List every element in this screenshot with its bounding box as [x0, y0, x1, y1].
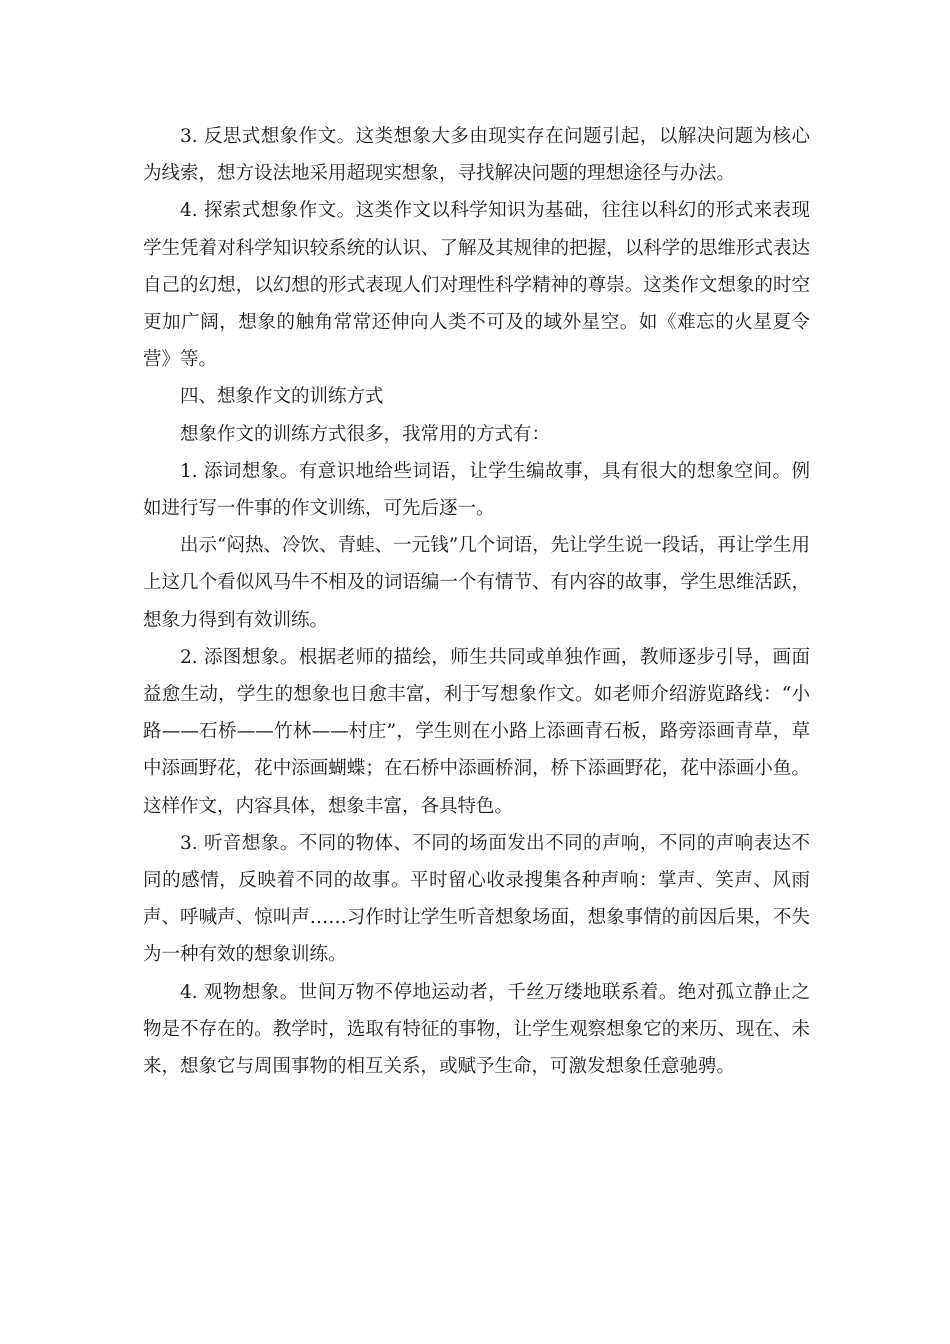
- section-heading-training-methods: 四、想象作文的训练方式: [180, 386, 384, 408]
- paragraph-reflective-imagination: 3. 反思式想象作文。这类想象大多由现实存在问题引起，以解决问题为核心为线索，想方设法地采用超现实想象，寻找解决问题的理想途径与办法。: [143, 126, 810, 185]
- paragraph-training-intro: 想象作文的训练方式很多，我常用的方式有：: [180, 423, 551, 445]
- paragraph-sound-imagination: 3. 听音想象。不同的物体、不同的场面发出不同的声响，不同的声响表达不同的感情，反映着不同的故事。平时留心收录搜集各种声响：掌声、笑声、风雨声、呼喊声、惊叫声……习作时让学生听音想象场面，想象事情的前因后果，不失为一种有效的想象训练。: [143, 832, 810, 966]
- document-body: [143, 118, 810, 1085]
- paragraph-picture-imagination: 2. 添图想象。根据老师的描绘，师生共同或单独作画，教师逐步引导，画面益愈生动，学生的想象也日愈丰富，利于写想象作文。如老师介绍游览路线：“小路——石桥——竹林——村庄”，学生则在小路上添画青石板，路旁添画青草，草中添画野花，花中添画蝴蝶；在石桥中添画桥洞，桥下添画野花，花中添画小鱼。这样作文，内容具体，想象丰富，各具特色。: [143, 646, 810, 817]
- paragraph-word-example: 出示“闷热、冷饮、青蛙、一元钱”几个词语，先让学生说一段话，再让学生用上这几个看似风马牛不相及的词语编一个有情节、有内容的故事，学生思维活跃，想象力得到有效训练。: [143, 535, 810, 631]
- paragraph-object-imagination: 4. 观物想象。世间万物不停地运动者，千丝万缕地联系着。绝对孤立静止之物是不存在的。教学时，选取有特征的事物，让学生观察想象它的来历、现在、未来，想象它与周围事物的相互关系，或赋予生命，可激发想象任意驰骋。: [143, 981, 810, 1078]
- paragraph-exploratory-imagination: 4. 探索式想象作文。这类作文以科学知识为基础，往往以科幻的形式来表现学生凭着对科学知识较系统的认识、了解及其规律的把握，以科学的思维形式表达自己的幻想，以幻想的形式表现人们对理性科学精神的尊崇。这类作文想象的时空更加广阔，想象的触角常常还伸向人类不可及的域外星空。如《难忘的火星夏令营》等。: [143, 200, 810, 371]
- paragraph-word-imagination: 1. 添词想象。有意识地给些词语，让学生编故事，具有很大的想象空间。例如进行写一件事的作文训练，可先后逐一。: [143, 460, 810, 520]
